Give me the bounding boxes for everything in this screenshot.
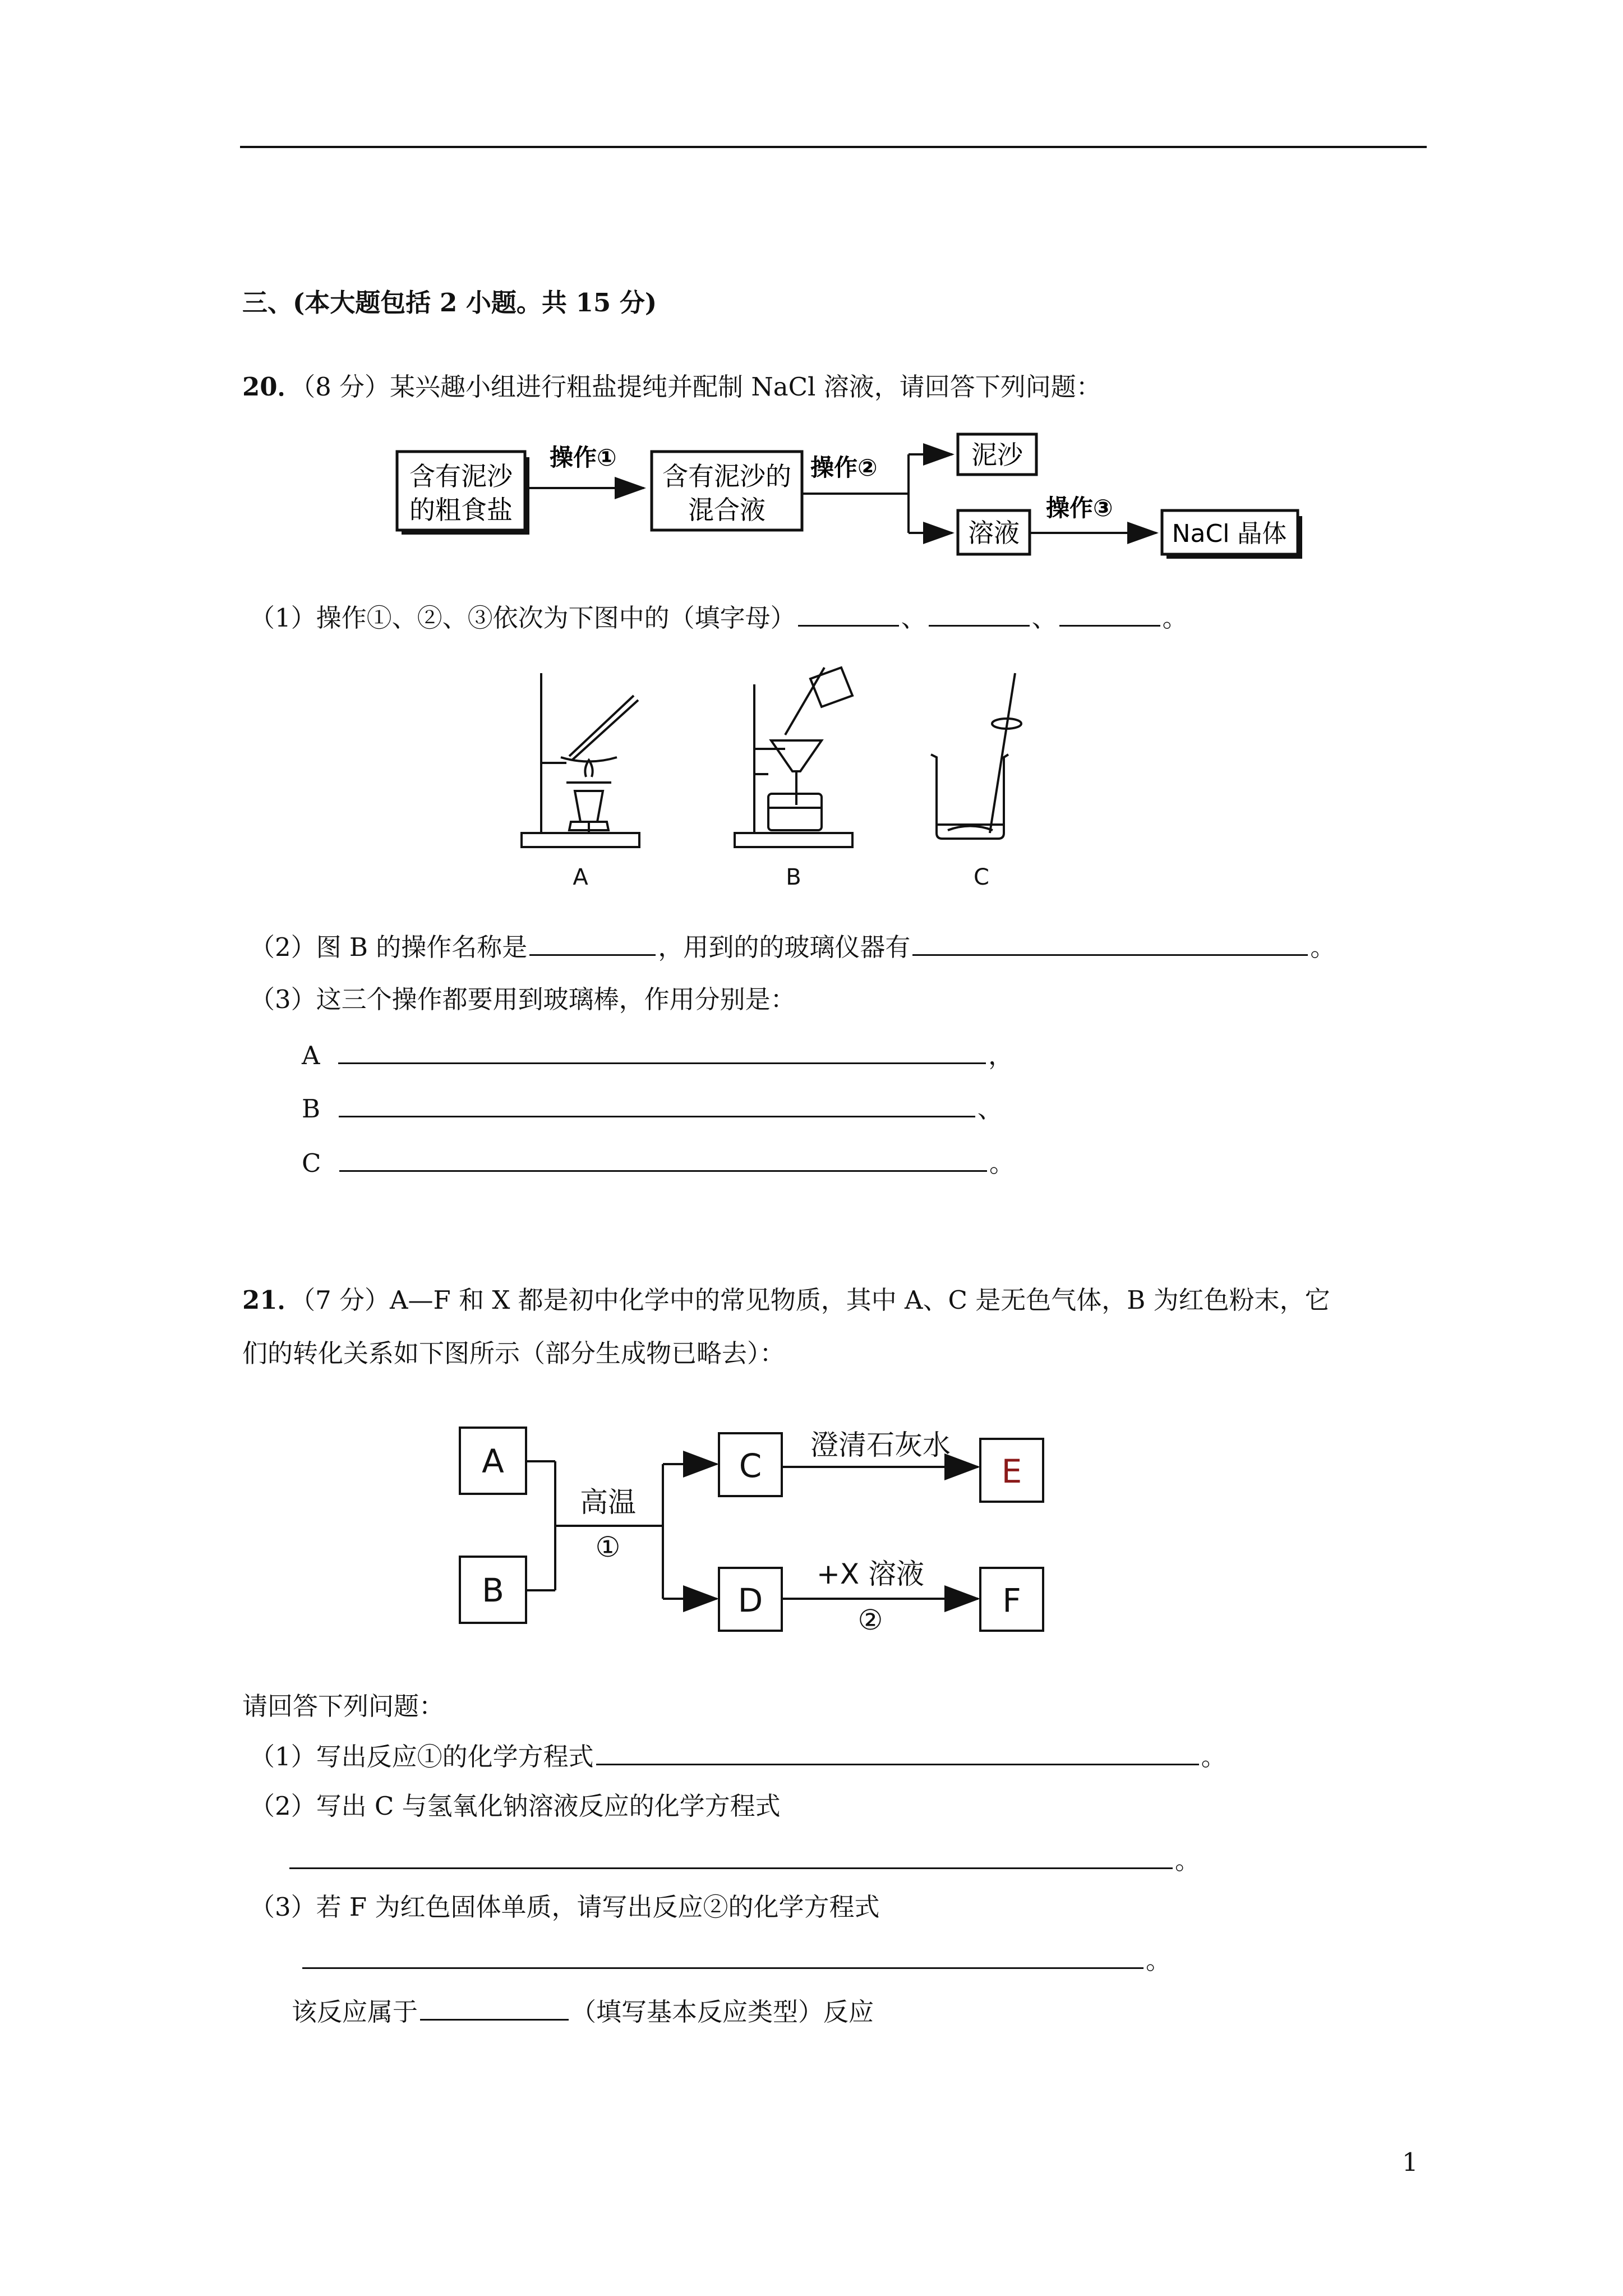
q20-sub3-line-A	[302, 1038, 1013, 1073]
q20-stem-text: （8 分）某兴趣小组进行粗盐提纯并配制 NaCl 溶液，请回答下列问题：	[302, 372, 1101, 402]
apparatus-label-A: A	[573, 864, 588, 890]
period: 。	[1146, 1945, 1172, 1975]
q20-sub3-line-B	[302, 1091, 1003, 1126]
q20-sub3-line-C	[302, 1145, 1015, 1180]
q20-sub3-label-C: C	[302, 1148, 321, 1178]
period: 。	[1175, 1846, 1201, 1875]
q20-number: 20．	[242, 372, 303, 402]
reaction-label-A: A	[482, 1442, 504, 1480]
q21-sub2-answer	[287, 1843, 1200, 1878]
q21-sub3-answer	[300, 1943, 1171, 1977]
answer-blank-eq-c-naoh[interactable]	[289, 1843, 1173, 1869]
answer-blank-b-glassware[interactable]	[912, 930, 1308, 956]
flow-mid-line2: 混合液	[688, 495, 766, 525]
answer-blank-op1[interactable]	[798, 600, 899, 627]
reaction-label-E: E	[1001, 1452, 1022, 1490]
reaction-cond-1: ①	[595, 1531, 621, 1563]
q21-type-text-a: 该反应属于	[292, 1997, 418, 2027]
period: 。	[989, 1148, 1015, 1178]
reaction-cond-limewater: 澄清石灰水	[810, 1429, 951, 1461]
q21-sub2: （2）写出 C 与氢氧化钠溶液反应的化学方程式	[250, 1791, 781, 1821]
flow-op1-label: 操作①	[550, 444, 617, 471]
period: 。	[1162, 603, 1188, 633]
answer-blank-eq1[interactable]	[596, 1739, 1199, 1765]
apparatus-label-B: B	[786, 864, 801, 890]
flow-op3-label: 操作③	[1046, 494, 1113, 522]
reaction-cond-high-temp: 高温	[580, 1486, 636, 1519]
q21-number: 21．	[242, 1285, 303, 1315]
reaction-label-F: F	[1002, 1581, 1021, 1619]
sep: 、	[1031, 603, 1057, 633]
q20-sub3: （3）这三个操作都要用到玻璃棒，作用分别是：	[250, 984, 796, 1014]
sep: 、	[977, 1094, 1003, 1124]
flow-mid-line1: 含有泥沙的	[662, 461, 791, 491]
sep: 、	[901, 603, 926, 633]
flow-start-line2: 的粗食盐	[409, 495, 513, 525]
q20-sub3-label-B: B	[302, 1094, 321, 1124]
q20-flow-diagram	[393, 432, 1312, 572]
reaction-label-C: C	[739, 1447, 762, 1485]
answer-blank-eq2[interactable]	[302, 1943, 1144, 1969]
q21-sub1-text: （1）写出反应①的化学方程式	[250, 1742, 594, 1772]
q21-reaction-type	[292, 1994, 874, 2029]
q20-sub2-text-a: （2）图 B 的操作名称是	[250, 932, 528, 962]
apparatus-figure	[505, 662, 1110, 898]
answer-blank-reaction-type[interactable]	[420, 1994, 569, 2021]
reaction-cond-x-solution: +X 溶液	[816, 1558, 925, 1590]
flow-solution-label: 溶液	[968, 518, 1020, 548]
q20-sub2-text-b: ，用到的的玻璃仪器有	[658, 932, 911, 962]
answer-blank-rod-C[interactable]	[339, 1145, 987, 1172]
apparatus-B	[735, 668, 852, 847]
answer-blank-rod-A[interactable]	[338, 1038, 986, 1064]
q20-sub2	[250, 930, 1335, 964]
q21-stem-line2: 们的转化关系如下图所示（部分生成物已略去）：	[242, 1338, 785, 1368]
answer-blank-rod-B[interactable]	[339, 1091, 975, 1117]
period: 。	[1201, 1742, 1227, 1772]
q21-type-text-b: （填写基本反应类型）反应	[571, 1997, 874, 2027]
answer-blank-op3[interactable]	[1059, 600, 1160, 627]
q21-prompt: 请回答下列问题：	[242, 1691, 445, 1721]
reaction-label-D: D	[737, 1581, 763, 1619]
answer-blank-op2[interactable]	[929, 600, 1030, 627]
q20-sub3-label-A: A	[302, 1041, 320, 1070]
apparatus-A	[522, 673, 639, 847]
reaction-cond-2: ②	[857, 1604, 883, 1636]
q20-sub1	[250, 600, 1188, 635]
comma: ，	[988, 1041, 1014, 1070]
q20-stem	[242, 370, 1101, 404]
q20-sub1-text: （1）操作①、②、③依次为下图中的（填字母）	[250, 603, 796, 633]
q21-sub3: （3）若 F 为红色固体单质，请写出反应②的化学方程式	[250, 1892, 880, 1922]
flow-op2-label: 操作②	[810, 454, 878, 481]
q21-reaction-diagram	[449, 1405, 1077, 1652]
q21-stem-text-1: （7 分）A—F 和 X 都是初中化学中的常见物质，其中 A、C 是无色气体，B 为红色粉末，它	[302, 1285, 1330, 1315]
answer-blank-b-operation[interactable]	[529, 930, 656, 956]
apparatus-C	[931, 673, 1021, 839]
q21-stem-line1	[242, 1283, 1330, 1317]
section-heading: 三、(本大题包括 2 小题。共 15 分)	[242, 288, 657, 318]
page-number: 1	[1402, 2147, 1418, 2177]
flow-crystal-label: NaCl 晶体	[1172, 519, 1287, 548]
period: 。	[1310, 932, 1336, 962]
flow-start-line1: 含有泥沙	[409, 461, 513, 491]
q21-sub1	[250, 1739, 1227, 1774]
header-rule	[240, 146, 1427, 148]
apparatus-label-C: C	[974, 864, 989, 890]
flow-sand-label: 泥沙	[971, 440, 1023, 470]
reaction-label-B: B	[482, 1571, 504, 1609]
